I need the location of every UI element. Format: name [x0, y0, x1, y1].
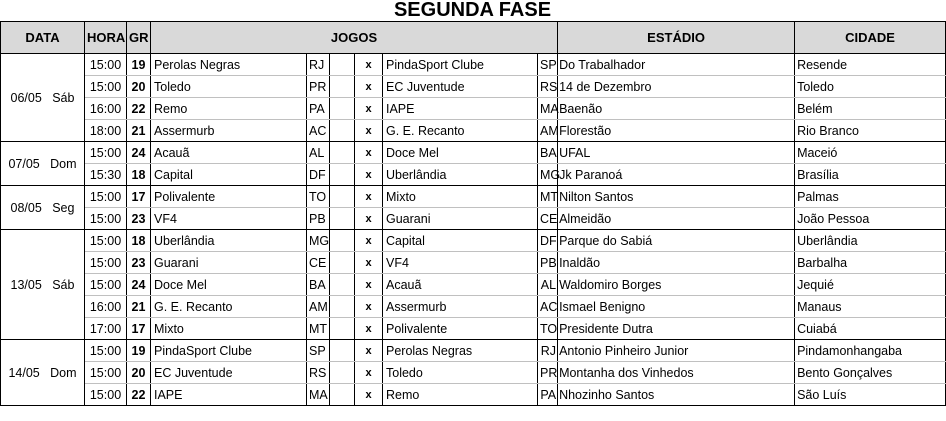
- away-state-cell: CE: [538, 208, 558, 230]
- weekday-value: Sáb: [52, 277, 75, 292]
- home-team-cell: Doce Mel: [151, 274, 307, 296]
- date-cell: [1, 54, 85, 142]
- away-team-cell: Uberlândia: [383, 164, 538, 186]
- header-estadio: ESTÁDIO: [558, 22, 795, 54]
- header-hora: HORA: [85, 22, 127, 54]
- home-score-cell: [330, 230, 355, 252]
- city-cell: São Luís: [795, 384, 946, 406]
- group-cell: 23: [127, 208, 151, 230]
- away-team-cell: Perolas Negras: [383, 340, 538, 362]
- date-cell: [1, 230, 85, 340]
- group-cell: 22: [127, 98, 151, 120]
- home-team-cell: VF4: [151, 208, 307, 230]
- away-state-cell: AM: [538, 120, 558, 142]
- home-score-cell: [330, 76, 355, 98]
- away-state-cell: AC: [538, 296, 558, 318]
- home-state-cell: SP: [307, 340, 330, 362]
- city-cell: Manaus: [795, 296, 946, 318]
- home-state-cell: CE: [307, 252, 330, 274]
- away-team-cell: IAPE: [383, 98, 538, 120]
- away-state-cell: RJ: [538, 340, 558, 362]
- city-cell: Barbalha: [795, 252, 946, 274]
- time-cell: 15:00: [85, 230, 127, 252]
- group-cell: 19: [127, 340, 151, 362]
- versus-cell: x: [355, 208, 383, 230]
- stadium-cell: Florestão: [558, 120, 795, 142]
- home-score-cell: [330, 164, 355, 186]
- versus-cell: x: [355, 142, 383, 164]
- home-state-cell: BA: [307, 274, 330, 296]
- stadium-cell: Ismael Benigno: [558, 296, 795, 318]
- group-cell: 20: [127, 362, 151, 384]
- away-team-cell: EC Juventude: [383, 76, 538, 98]
- home-team-cell: Acauã: [151, 142, 307, 164]
- schedule-body: [1, 54, 946, 406]
- stadium-cell: Antonio Pinheiro Junior: [558, 340, 795, 362]
- city-cell: Bento Gonçalves: [795, 362, 946, 384]
- time-cell: 15:00: [85, 142, 127, 164]
- time-cell: 15:00: [85, 252, 127, 274]
- home-team-cell: Remo: [151, 98, 307, 120]
- time-cell: 18:00: [85, 120, 127, 142]
- versus-cell: x: [355, 274, 383, 296]
- header-jogos: JOGOS: [151, 22, 558, 54]
- home-state-cell: PR: [307, 76, 330, 98]
- home-state-cell: RS: [307, 362, 330, 384]
- city-cell: Cuiabá: [795, 318, 946, 340]
- home-score-cell: [330, 208, 355, 230]
- city-cell: Belém: [795, 98, 946, 120]
- stadium-cell: Jk Paranoá: [558, 164, 795, 186]
- header-gr: GR: [127, 22, 151, 54]
- home-state-cell: PA: [307, 98, 330, 120]
- group-cell: 20: [127, 76, 151, 98]
- home-team-cell: Uberlândia: [151, 230, 307, 252]
- away-team-cell: Mixto: [383, 186, 538, 208]
- versus-cell: x: [355, 98, 383, 120]
- home-score-cell: [330, 340, 355, 362]
- home-team-cell: Guarani: [151, 252, 307, 274]
- group-cell: 17: [127, 318, 151, 340]
- weekday-value: Dom: [50, 156, 77, 171]
- home-state-cell: AC: [307, 120, 330, 142]
- table-row: [1, 340, 946, 362]
- time-cell: 15:00: [85, 186, 127, 208]
- table-row: [1, 208, 946, 230]
- home-team-cell: G. E. Recanto: [151, 296, 307, 318]
- city-cell: Jequié: [795, 274, 946, 296]
- home-team-cell: Polivalente: [151, 186, 307, 208]
- stadium-cell: Montanha dos Vinhedos: [558, 362, 795, 384]
- group-cell: 23: [127, 252, 151, 274]
- header-cidade: CIDADE: [795, 22, 946, 54]
- city-cell: Resende: [795, 54, 946, 76]
- home-team-cell: Mixto: [151, 318, 307, 340]
- away-team-cell: G. E. Recanto: [383, 120, 538, 142]
- date-value: 13/05: [10, 277, 42, 292]
- stadium-cell: Waldomiro Borges: [558, 274, 795, 296]
- date-cell: [1, 186, 85, 230]
- city-cell: Uberlândia: [795, 230, 946, 252]
- table-row: [1, 230, 946, 252]
- table-row: [1, 98, 946, 120]
- table-row: [1, 274, 946, 296]
- table-row: [1, 384, 946, 406]
- home-state-cell: AM: [307, 296, 330, 318]
- versus-cell: x: [355, 76, 383, 98]
- versus-cell: x: [355, 252, 383, 274]
- time-cell: 15:00: [85, 54, 127, 76]
- time-cell: 15:00: [85, 384, 127, 406]
- home-team-cell: EC Juventude: [151, 362, 307, 384]
- away-state-cell: DF: [538, 230, 558, 252]
- home-state-cell: TO: [307, 186, 330, 208]
- versus-cell: x: [355, 384, 383, 406]
- away-team-cell: Assermurb: [383, 296, 538, 318]
- stadium-cell: Parque do Sabiá: [558, 230, 795, 252]
- stadium-cell: Presidente Dutra: [558, 318, 795, 340]
- away-team-cell: Polivalente: [383, 318, 538, 340]
- home-state-cell: DF: [307, 164, 330, 186]
- group-cell: 24: [127, 274, 151, 296]
- home-score-cell: [330, 362, 355, 384]
- versus-cell: x: [355, 296, 383, 318]
- home-score-cell: [330, 252, 355, 274]
- date-cell: [1, 142, 85, 186]
- away-team-cell: VF4: [383, 252, 538, 274]
- time-cell: 15:00: [85, 362, 127, 384]
- time-cell: 17:00: [85, 318, 127, 340]
- city-cell: Pindamonhangaba: [795, 340, 946, 362]
- date-cell: [1, 340, 85, 406]
- away-state-cell: RS: [538, 76, 558, 98]
- home-score-cell: [330, 142, 355, 164]
- home-score-cell: [330, 186, 355, 208]
- city-cell: Toledo: [795, 76, 946, 98]
- home-score-cell: [330, 54, 355, 76]
- versus-cell: x: [355, 230, 383, 252]
- away-state-cell: SP: [538, 54, 558, 76]
- away-team-cell: PindaSport Clube: [383, 54, 538, 76]
- home-state-cell: MA: [307, 384, 330, 406]
- date-value: 07/05: [8, 156, 40, 171]
- stadium-cell: 14 de Dezembro: [558, 76, 795, 98]
- time-cell: 15:30: [85, 164, 127, 186]
- away-state-cell: PB: [538, 252, 558, 274]
- stadium-cell: Nhozinho Santos: [558, 384, 795, 406]
- versus-cell: x: [355, 186, 383, 208]
- home-score-cell: [330, 274, 355, 296]
- stadium-cell: Almeidão: [558, 208, 795, 230]
- group-cell: 18: [127, 230, 151, 252]
- group-cell: 22: [127, 384, 151, 406]
- page-title: SEGUNDA FASE: [393, 0, 552, 21]
- stadium-cell: UFAL: [558, 142, 795, 164]
- city-cell: Rio Branco: [795, 120, 946, 142]
- home-state-cell: AL: [307, 142, 330, 164]
- group-cell: 24: [127, 142, 151, 164]
- time-cell: 15:00: [85, 208, 127, 230]
- date-value: 08/05: [10, 200, 42, 215]
- versus-cell: x: [355, 362, 383, 384]
- schedule-table: [0, 21, 946, 406]
- date-value: 06/05: [10, 90, 42, 105]
- weekday-value: Seg: [52, 200, 75, 215]
- away-state-cell: BA: [538, 142, 558, 164]
- table-row: [1, 54, 946, 76]
- home-score-cell: [330, 296, 355, 318]
- time-cell: 15:00: [85, 76, 127, 98]
- time-cell: 16:00: [85, 296, 127, 318]
- group-cell: 19: [127, 54, 151, 76]
- home-team-cell: Assermurb: [151, 120, 307, 142]
- away-team-cell: Doce Mel: [383, 142, 538, 164]
- away-team-cell: Acauã: [383, 274, 538, 296]
- home-team-cell: Capital: [151, 164, 307, 186]
- group-cell: 18: [127, 164, 151, 186]
- table-row: [1, 164, 946, 186]
- away-state-cell: PA: [538, 384, 558, 406]
- header-data: DATA: [1, 22, 85, 54]
- home-score-cell: [330, 98, 355, 120]
- weekday-value: Dom: [50, 365, 77, 380]
- table-row: [1, 296, 946, 318]
- versus-cell: x: [355, 318, 383, 340]
- home-state-cell: PB: [307, 208, 330, 230]
- away-team-cell: Capital: [383, 230, 538, 252]
- stadium-cell: Nilton Santos: [558, 186, 795, 208]
- versus-cell: x: [355, 120, 383, 142]
- home-team-cell: Perolas Negras: [151, 54, 307, 76]
- away-state-cell: PR: [538, 362, 558, 384]
- table-row: [1, 142, 946, 164]
- home-team-cell: Toledo: [151, 76, 307, 98]
- table-row: [1, 120, 946, 142]
- stadium-cell: Inaldão: [558, 252, 795, 274]
- away-state-cell: TO: [538, 318, 558, 340]
- table-row: [1, 76, 946, 98]
- away-team-cell: Guarani: [383, 208, 538, 230]
- home-state-cell: MT: [307, 318, 330, 340]
- table-header-row: [1, 22, 946, 54]
- home-state-cell: RJ: [307, 54, 330, 76]
- city-cell: Maceió: [795, 142, 946, 164]
- date-value: 14/05: [8, 365, 40, 380]
- time-cell: 16:00: [85, 98, 127, 120]
- away-state-cell: MG: [538, 164, 558, 186]
- home-state-cell: MG: [307, 230, 330, 252]
- versus-cell: x: [355, 54, 383, 76]
- city-cell: Brasília: [795, 164, 946, 186]
- away-state-cell: MT: [538, 186, 558, 208]
- weekday-value: Sáb: [52, 90, 75, 105]
- home-score-cell: [330, 318, 355, 340]
- time-cell: 15:00: [85, 340, 127, 362]
- home-score-cell: [330, 120, 355, 142]
- table-row: [1, 318, 946, 340]
- table-row: [1, 252, 946, 274]
- away-state-cell: AL: [538, 274, 558, 296]
- group-cell: 21: [127, 120, 151, 142]
- time-cell: 15:00: [85, 274, 127, 296]
- away-team-cell: Remo: [383, 384, 538, 406]
- versus-cell: x: [355, 164, 383, 186]
- home-score-cell: [330, 384, 355, 406]
- away-state-cell: MA: [538, 98, 558, 120]
- table-row: [1, 362, 946, 384]
- stadium-cell: Do Trabalhador: [558, 54, 795, 76]
- versus-cell: x: [355, 340, 383, 362]
- group-cell: 21: [127, 296, 151, 318]
- home-team-cell: PindaSport Clube: [151, 340, 307, 362]
- away-team-cell: Toledo: [383, 362, 538, 384]
- group-cell: 17: [127, 186, 151, 208]
- city-cell: João Pessoa: [795, 208, 946, 230]
- home-team-cell: IAPE: [151, 384, 307, 406]
- table-row: [1, 186, 946, 208]
- city-cell: Palmas: [795, 186, 946, 208]
- stadium-cell: Baenão: [558, 98, 795, 120]
